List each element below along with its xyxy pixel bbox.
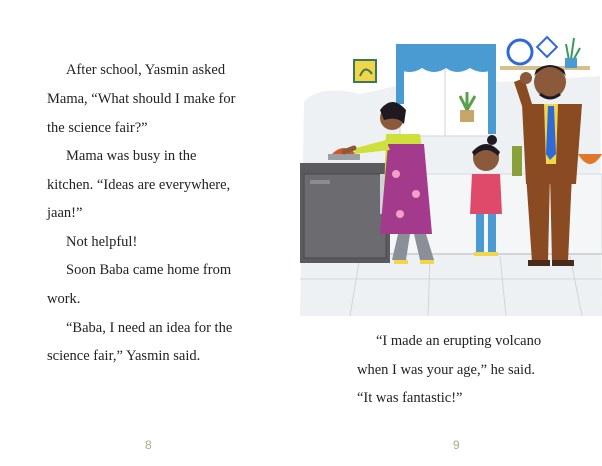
page-number: 8 (145, 438, 152, 452)
kitchen-illustration (300, 24, 602, 316)
curtain-valance (396, 44, 496, 72)
baking-tray (328, 154, 360, 160)
left-paragraph: Not helpful! (66, 234, 138, 250)
left-paragraph: Mama was busy in the (66, 148, 197, 164)
decorative-plate (508, 40, 532, 64)
left-paragraph: jaan!” (47, 205, 83, 221)
left-paragraph: science fair,” Yasmin said. (47, 348, 201, 364)
left-paragraph: work. (47, 291, 81, 307)
wall-picture (354, 60, 376, 82)
olive-oil-bottle (512, 146, 522, 176)
left-paragraph: kitchen. “Ideas are everywhere, (47, 177, 231, 193)
left-paragraph: Mama, “What should I make for (47, 91, 236, 107)
left-paragraph: “Baba, I need an idea for the (66, 320, 233, 336)
page-number: 9 (453, 438, 460, 452)
right-paragraph: “It was fantastic!” (357, 390, 463, 406)
left-paragraph: After school, Yasmin asked (66, 62, 226, 78)
right-paragraph: when I was your age,” he said. (357, 362, 535, 378)
left-paragraph: the science fair?” (47, 120, 148, 136)
right-paragraph: “I made an erupting volcano (376, 333, 542, 349)
left-paragraph: Soon Baba came home from (66, 262, 232, 278)
